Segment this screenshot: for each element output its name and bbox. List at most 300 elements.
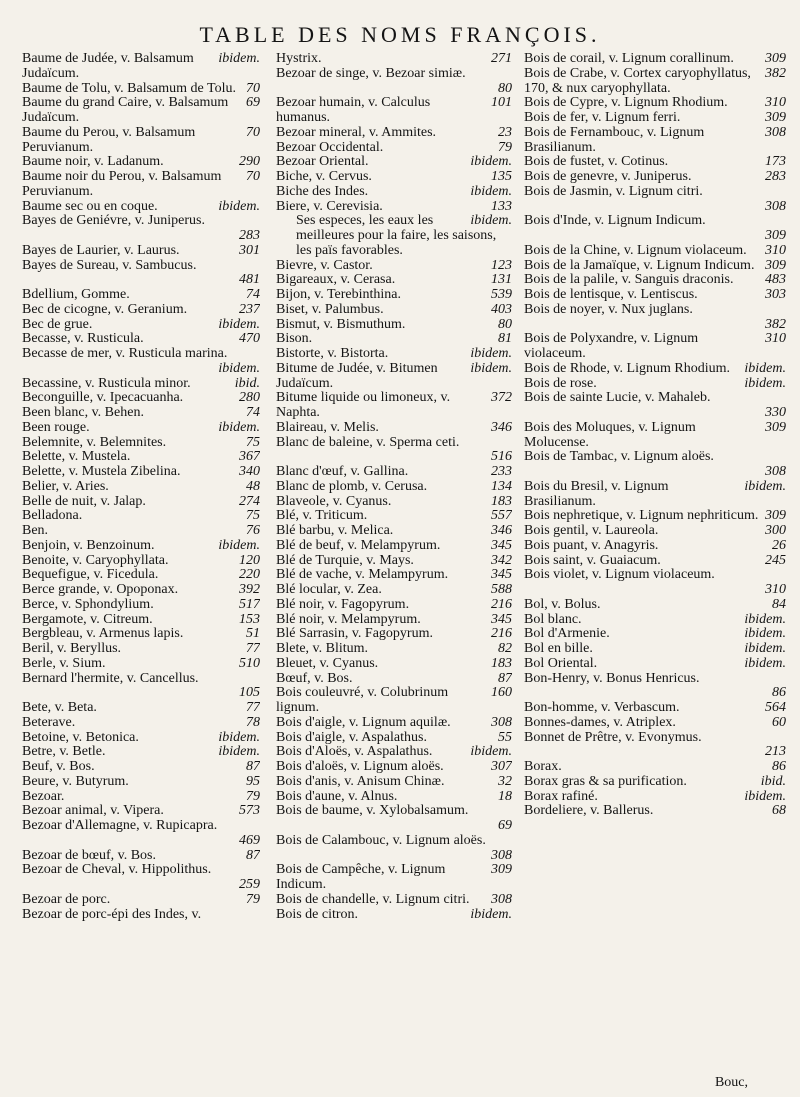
index-entry: [276, 613, 512, 628]
index-entry: [22, 863, 260, 893]
entry-page: ibidem.: [218, 360, 260, 376]
index-entry: [22, 406, 260, 421]
index-entry: [524, 716, 786, 731]
entry-text: Becasse, v. Rusticula.: [22, 332, 144, 347]
entry-text: Bois du Bresil, v. Lignum Brasilianum.: [524, 479, 669, 509]
entry-text: Bois de Crabe, v. Cortex caryophyllatus, 170, & nux caryophyllata.: [524, 66, 751, 96]
index-entry: [524, 701, 786, 716]
entry-text: Bois de Rhode, v. Lignum Rhodium.: [524, 361, 730, 376]
entry-page: 382: [765, 66, 786, 81]
entry-page: 309: [765, 509, 786, 524]
index-column-1: [22, 52, 260, 922]
entry-page: 483: [765, 273, 786, 288]
index-entry: [22, 288, 260, 303]
entry-page: 310: [765, 96, 786, 111]
entry-page: 213: [765, 744, 786, 760]
index-column-3: [524, 52, 786, 819]
entry-text: Bol en bille.: [524, 642, 593, 656]
entry-text: Bois de la palile, v. Sanguis draconis.: [524, 273, 734, 288]
index-entry: [276, 67, 512, 97]
index-entry: [276, 554, 512, 569]
entry-page: 301: [239, 243, 260, 258]
entry-text: Bois saint, v. Guaiacum.: [524, 553, 661, 568]
page-title: TABLE DES NOMS FRANÇOIS.: [199, 22, 601, 47]
index-entry: [22, 450, 260, 465]
index-entry: [22, 436, 260, 451]
entry-text: Bezoar animal, v. Vipera.: [22, 804, 164, 819]
entry-text: Becassine, v. Rusticula minor.: [22, 376, 191, 391]
index-entry: [276, 332, 512, 347]
index-entry: [276, 908, 512, 923]
entry-text: Bol, v. Bolus.: [524, 597, 601, 612]
entry-page: 564: [765, 701, 786, 715]
entry-text: Bitume de Judée, v. Bitumen Judaïcum.: [276, 361, 438, 391]
entry-text: Betoine, v. Betonica.: [22, 730, 139, 745]
index-entry: [276, 598, 512, 613]
entry-text: Borax.: [524, 760, 562, 774]
index-entry: [22, 524, 260, 539]
entry-page: 300: [765, 524, 786, 538]
entry-text: Biset, v. Palumbus.: [276, 302, 384, 317]
entry-text: Belladona.: [22, 509, 83, 524]
entry-text: Blanc de baleine, v. Sperma ceti.: [276, 435, 460, 450]
index-entry: [276, 834, 512, 864]
index-entry: [524, 67, 786, 97]
entry-text: Bordeliere, v. Ballerus.: [524, 804, 654, 819]
index-entry: [22, 332, 260, 347]
entry-text: Bois de genevre, v. Juniperus.: [524, 170, 692, 184]
entry-page: 557: [491, 509, 512, 524]
index-entry: [276, 259, 512, 274]
entry-text: Blé barbu, v. Melica.: [276, 524, 394, 538]
entry-page: 70: [246, 170, 260, 184]
entry-page: 310: [765, 243, 786, 258]
entry-page: 309: [765, 258, 786, 273]
entry-text: Benoite, v. Caryophyllata.: [22, 553, 169, 568]
catchword: Bouc,: [714, 1075, 748, 1090]
entry-text: Bois puant, v. Anagyris.: [524, 538, 659, 553]
index-entry: [276, 126, 512, 141]
entry-text: Bois de Tambac, v. Lignum aloës.: [524, 450, 714, 465]
index-entry: [276, 672, 512, 687]
entry-text: Bon-homme, v. Verbascum.: [524, 701, 680, 715]
entry-text: Biche des Indes.: [276, 184, 369, 199]
index-entry: [22, 745, 260, 760]
index-entry: [524, 391, 786, 421]
entry-page: 87: [498, 671, 512, 686]
entry-page: 307: [491, 760, 512, 774]
entry-page: ibidem.: [470, 155, 512, 170]
entry-text: Belier, v. Aries.: [22, 479, 109, 494]
entry-text: Bayes de Sureau, v. Sambucus.: [22, 258, 197, 273]
entry-page: 78: [246, 715, 260, 730]
entry-text: Becasse de mer, v. Rusticula marina.: [22, 347, 228, 361]
index-entry: [276, 775, 512, 790]
entry-page: 309: [765, 420, 786, 435]
entry-page: 303: [765, 288, 786, 302]
entry-page: 470: [239, 332, 260, 347]
entry-text: Bievre, v. Castor.: [276, 258, 373, 273]
entry-text: Bezoar Oriental.: [276, 155, 369, 170]
entry-page: 259: [239, 877, 260, 892]
entry-page: 372: [491, 391, 512, 406]
entry-page: 271: [491, 52, 512, 66]
index-entry: [276, 465, 512, 480]
entry-text: Bezoar de porc-épi des Indes, v.: [22, 907, 202, 922]
index-entry: [524, 362, 786, 377]
index-entry: [276, 421, 512, 436]
entry-text: Biche, v. Cervus.: [276, 170, 372, 184]
index-column-2: [276, 52, 512, 922]
index-entry: [22, 716, 260, 731]
entry-page: 105: [239, 685, 260, 701]
entry-text: Bois d'Inde, v. Lignum Indicum.: [524, 214, 706, 229]
index-entry: [22, 126, 260, 156]
entry-text: Bezoar de bœuf, v. Bos.: [22, 848, 157, 863]
index-entry: [22, 672, 260, 702]
index-entry: [22, 377, 260, 392]
index-entry: [276, 524, 512, 539]
index-entry: [22, 509, 260, 524]
index-entry: [22, 642, 260, 657]
index-entry: [276, 288, 512, 303]
entry-text: Beterave.: [22, 715, 76, 730]
index-entry: [22, 391, 260, 406]
entry-text: Bois de sainte Lucie, v. Mahaleb.: [524, 391, 711, 406]
index-entry: [524, 126, 786, 156]
entry-page: 120: [239, 553, 260, 568]
index-entry: [524, 554, 786, 569]
entry-page: 69: [246, 96, 260, 111]
entry-page: 68: [772, 804, 786, 819]
entry-page: 55: [498, 730, 512, 745]
entry-page: 81: [498, 332, 512, 347]
entry-text: Berce grande, v. Opoponax.: [22, 583, 179, 597]
entry-text: Blaveole, v. Cyanus.: [276, 494, 392, 509]
entry-page: ibidem.: [744, 789, 786, 804]
entry-text: Bois de corail, v. Lignum corallinum.: [524, 52, 734, 66]
index-entry: [276, 804, 512, 834]
entry-text: Bois couleuvré, v. Colubrinum lignum.: [276, 686, 449, 715]
index-entry: [22, 96, 260, 126]
entry-text: Bois d'aigle, v. Aspalathus.: [276, 730, 427, 745]
entry-text: Berle, v. Sium.: [22, 656, 106, 671]
entry-text: Bitume liquide ou limoneux, v. Naphta.: [276, 391, 451, 420]
index-entry: [22, 214, 260, 244]
entry-text: Bois de baume, v. Xylobalsamum.: [276, 804, 469, 819]
index-entry: [22, 465, 260, 480]
index-entry: [22, 657, 260, 672]
entry-text: Bœuf, v. Bos.: [276, 671, 353, 686]
index-entry: [524, 259, 786, 274]
index-entry: [276, 731, 512, 746]
index-entry: [276, 539, 512, 554]
entry-page: 76: [246, 524, 260, 538]
entry-page: 309: [491, 863, 512, 878]
entry-page: 330: [765, 405, 786, 420]
entry-page: 75: [246, 435, 260, 450]
entry-page: ibidem.: [744, 627, 786, 642]
index-entry: [22, 539, 260, 554]
entry-text: Bernard l'hermite, v. Cancellus.: [22, 671, 199, 686]
entry-text: Bol d'Armenie.: [524, 627, 610, 642]
entry-page: 79: [246, 789, 260, 804]
index-entry: [22, 170, 260, 200]
entry-page: 131: [491, 273, 512, 288]
index-entry: [22, 421, 260, 436]
index-entry: [524, 214, 786, 244]
index-entry: [524, 775, 786, 790]
entry-text: Bois de Fernambouc, v. Lignum Brasilianum.: [524, 125, 705, 155]
entry-page: 280: [239, 391, 260, 406]
entry-text: Bonnet de Prêtre, v. Evonymus.: [524, 730, 702, 745]
entry-page: 23: [498, 125, 512, 140]
entry-page: 51: [246, 627, 260, 642]
entry-page: 69: [498, 818, 512, 833]
index-entry: [524, 598, 786, 613]
entry-text: Bois de citron.: [276, 907, 359, 922]
entry-text: Bois de Jasmin, v. Lignum citri.: [524, 184, 703, 199]
entry-page: 216: [491, 597, 512, 612]
entry-page: 87: [246, 760, 260, 774]
entry-text: Bois d'aune, v. Alnus.: [276, 789, 398, 804]
entry-page: 233: [491, 465, 512, 479]
entry-page: 309: [765, 52, 786, 66]
entry-page: 573: [239, 804, 260, 819]
entry-page: 74: [246, 406, 260, 420]
entry-page: 220: [239, 568, 260, 583]
index-entry: [276, 200, 512, 215]
entry-text: Berce, v. Sphondylium.: [22, 597, 154, 612]
entry-page: ibidem.: [470, 184, 512, 199]
entry-text: Blete, v. Blitum.: [276, 642, 369, 656]
entry-page: 283: [239, 228, 260, 243]
index-entry: [524, 377, 786, 392]
index-entry: [524, 332, 786, 362]
index-entry: [524, 244, 786, 259]
entry-text: Bdellium, Gomme.: [22, 288, 130, 302]
index-entry: [276, 480, 512, 495]
entry-page: ibidem.: [470, 214, 512, 229]
entry-text: Bete, v. Beta.: [22, 701, 97, 715]
entry-text: Benjoin, v. Benzoinum.: [22, 538, 155, 553]
entry-page: ibidem.: [744, 642, 786, 656]
entry-page: 308: [491, 847, 512, 863]
entry-text: Bois de rose.: [524, 376, 597, 391]
entry-page: 74: [246, 288, 260, 302]
entry-text: Been rouge.: [22, 420, 90, 435]
index-entry: [276, 273, 512, 288]
index-entry: [22, 790, 260, 805]
entry-page: 160: [491, 686, 512, 701]
entry-text: Baume sec ou en coque.: [22, 199, 158, 214]
entry-text: Hystrix.: [276, 52, 322, 66]
entry-text: Bistorte, v. Bistorta.: [276, 347, 389, 361]
entry-text: Borax gras & sa purification.: [524, 774, 687, 789]
entry-text: Bois de noyer, v. Nux juglans.: [524, 302, 693, 317]
entry-text: Bismut, v. Bismuthum.: [276, 317, 406, 332]
entry-text: Bezoar de porc.: [22, 892, 111, 907]
entry-text: Belemnite, v. Belemnites.: [22, 435, 167, 450]
index-entry: [276, 96, 512, 126]
index-entry: [524, 170, 786, 185]
index-entry: [22, 598, 260, 613]
index-entry: [22, 495, 260, 510]
index-entry: [276, 495, 512, 510]
entry-page: 79: [246, 892, 260, 907]
entry-page: 309: [765, 228, 786, 243]
index-entry: [22, 760, 260, 775]
entry-text: Blé de Turquie, v. Mays.: [276, 553, 414, 568]
entry-page: 82: [498, 642, 512, 656]
index-entry: [524, 790, 786, 805]
entry-page: 245: [765, 553, 786, 568]
entry-text: Ses especes, les eaux les meilleures pour la faire, les saisons, les païs favorables.: [296, 214, 497, 258]
index-entry: [276, 583, 512, 598]
index-entry: [22, 775, 260, 790]
entry-page: 283: [765, 170, 786, 184]
entry-page: 382: [765, 316, 786, 332]
entry-page: 77: [246, 642, 260, 656]
entry-text: Borax rafiné.: [524, 789, 598, 804]
entry-page: 588: [491, 583, 512, 597]
entry-text: Biere, v. Cerevisia.: [276, 199, 383, 214]
entry-text: Beure, v. Butyrum.: [22, 774, 129, 789]
entry-page: 26: [772, 538, 786, 553]
entry-page: ibidem.: [744, 656, 786, 671]
entry-page: 80: [498, 80, 512, 96]
entry-page: ibidem.: [218, 745, 260, 760]
entry-page: ibidem.: [470, 745, 512, 760]
index-entry: [22, 303, 260, 318]
entry-text: Bezoar de Cheval, v. Hippolithus.: [22, 863, 212, 878]
entry-text: Bois de lentisque, v. Lentiscus.: [524, 288, 698, 302]
index-entry: [524, 273, 786, 288]
entry-text: Baume de Tolu, v. Balsamum de Tolu.: [22, 81, 236, 96]
entry-page: 48: [246, 479, 260, 494]
entry-text: Blé noir, v. Fagopyrum.: [276, 597, 410, 612]
entry-page: 367: [239, 450, 260, 465]
entry-page: 32: [498, 774, 512, 789]
entry-page: 516: [491, 449, 512, 465]
entry-page: 18: [498, 789, 512, 804]
index-entry: [276, 686, 512, 716]
entry-page: 80: [498, 317, 512, 332]
index-entry: [22, 701, 260, 716]
entry-text: Blé locular, v. Zea.: [276, 583, 382, 597]
index-entry: [524, 524, 786, 539]
entry-page: ibidem.: [744, 361, 786, 376]
index-entry: [276, 509, 512, 524]
entry-page: ibid.: [234, 376, 260, 391]
entry-page: ibid.: [760, 774, 786, 789]
entry-text: Bon-Henry, v. Bonus Henricus.: [524, 671, 700, 686]
index-entry: [524, 613, 786, 628]
index-entry: [276, 347, 512, 362]
index-entry: [276, 155, 512, 170]
entry-page: 133: [491, 199, 512, 214]
index-entry: [524, 155, 786, 170]
entry-text: Bois violet, v. Lignum violaceum.: [524, 568, 715, 583]
index-entry: [524, 568, 786, 598]
entry-text: Bec de grue.: [22, 317, 93, 332]
index-entry: [22, 554, 260, 569]
entry-page: 183: [491, 656, 512, 671]
index-entry: [276, 893, 512, 908]
entry-page: 101: [491, 96, 512, 111]
index-entry: [22, 819, 260, 849]
entry-text: Blanc de plomb, v. Cerusa.: [276, 479, 428, 494]
entry-page: 403: [491, 302, 512, 317]
index-entry: [22, 568, 260, 583]
index-entry: [524, 288, 786, 303]
index-entry: [276, 214, 512, 258]
index-entry: [276, 436, 512, 466]
index-entry: [524, 760, 786, 775]
entry-page: 345: [491, 612, 512, 627]
entry-page: 123: [491, 258, 512, 273]
index-entry: [276, 745, 512, 760]
entry-page: ibidem.: [744, 376, 786, 391]
entry-page: 346: [491, 524, 512, 538]
entry-text: Bayes de Geniévre, v. Juniperus.: [22, 214, 205, 229]
index-entry: [276, 318, 512, 333]
entry-text: Blanc d'œuf, v. Gallina.: [276, 465, 409, 479]
entry-page: ibidem.: [470, 347, 512, 361]
entry-page: 135: [491, 170, 512, 184]
entry-page: ibidem.: [218, 538, 260, 553]
index-entry: [524, 96, 786, 111]
index-entry: [276, 790, 512, 805]
entry-text: Ben.: [22, 524, 49, 538]
entry-text: Bois gentil, v. Laureola.: [524, 524, 659, 538]
entry-page: 308: [491, 715, 512, 730]
entry-text: Blé noir, v. Melampyrum.: [276, 612, 421, 627]
index-entry: [22, 627, 260, 642]
entry-page: 308: [765, 198, 786, 214]
entry-text: Beconguille, v. Ipecacuanha.: [22, 391, 184, 406]
entry-text: Beuf, v. Bos.: [22, 760, 95, 774]
entry-text: Bois de la Chine, v. Lignum violaceum.: [524, 243, 747, 258]
entry-page: 308: [765, 125, 786, 140]
entry-page: 77: [246, 701, 260, 715]
entry-text: Blé, v. Triticum.: [276, 509, 368, 524]
entry-text: Bergbleau, v. Armenus lapis.: [22, 627, 184, 642]
index-entry: [276, 568, 512, 583]
index-entry: [524, 509, 786, 524]
index-entry: [276, 170, 512, 185]
index-entry: [276, 760, 512, 775]
entry-page: 237: [239, 302, 260, 317]
entry-text: Bois de fer, v. Lignum ferri.: [524, 111, 681, 125]
entry-text: Bezoar mineral, v. Ammites.: [276, 125, 437, 140]
index-entry: [22, 480, 260, 495]
index-entry: [22, 244, 260, 259]
entry-page: ibidem.: [744, 479, 786, 494]
entry-page: ibidem.: [470, 907, 512, 922]
entry-text: Bois de Calambouc, v. Lignum aloës.: [276, 833, 486, 848]
index-entry: [22, 613, 260, 628]
index-entry: [524, 731, 786, 761]
entry-page: 308: [765, 464, 786, 479]
entry-page: ibidem.: [218, 317, 260, 332]
entry-text: Bol blanc.: [524, 612, 582, 627]
entry-page: 79: [498, 140, 512, 155]
entry-page: ibidem.: [218, 52, 260, 66]
index-entry: [524, 303, 786, 333]
entry-page: ibidem.: [218, 420, 260, 435]
entry-page: 183: [491, 494, 512, 509]
